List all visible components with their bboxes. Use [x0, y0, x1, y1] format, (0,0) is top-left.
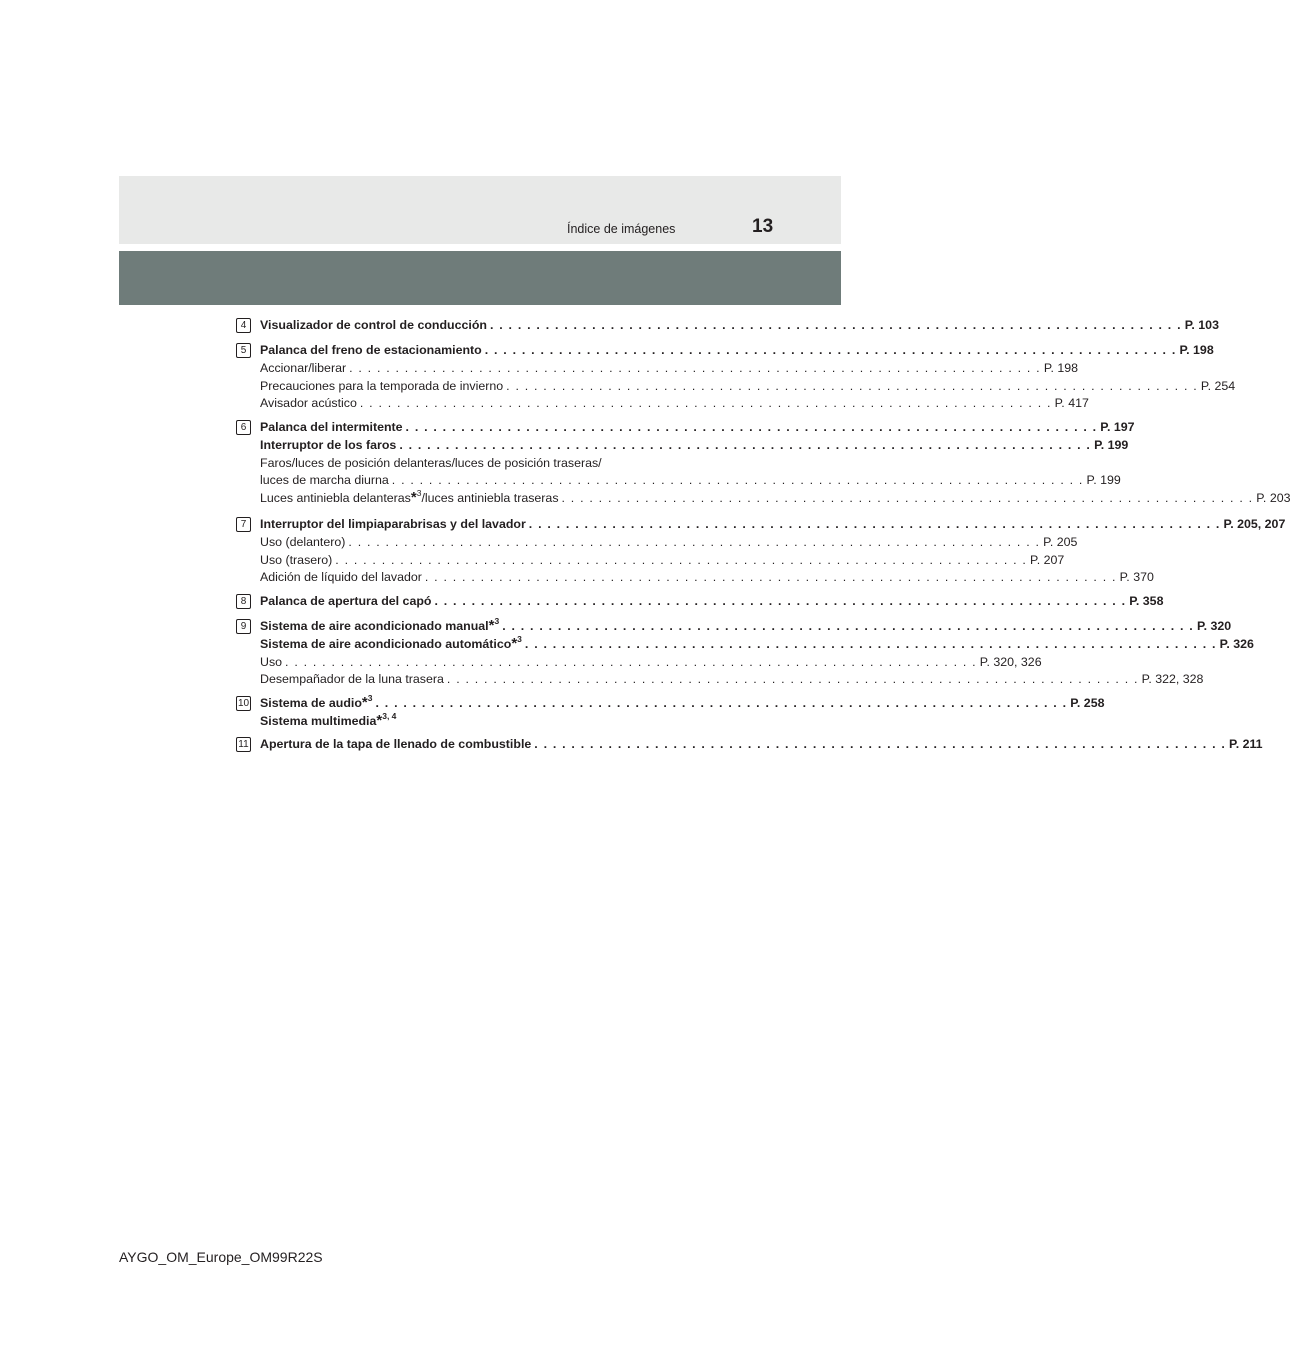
entry-number-badge: 11	[236, 737, 251, 752]
footnote-ref: 3	[367, 693, 373, 703]
entry-label: Palanca de apertura del capó	[260, 594, 432, 608]
entry-text	[260, 395, 357, 412]
entry-label-continued: /luces antiniebla traseras	[421, 491, 559, 506]
entry-text	[260, 342, 482, 359]
entry-text	[260, 490, 559, 507]
entry-label: Adición de líquido del lavador	[260, 570, 422, 585]
page-reference-link[interactable]: P. 203	[1256, 491, 1291, 506]
entry-label: Uso (trasero)	[260, 552, 333, 567]
dot-leader: . . . . . . . . . . . . . . . . . . . . . . . . . . . . . . . . . . . . . . . . . . . . . . . . . . . . . . . . . . . . . . . . . . . . . . . . . . .	[391, 473, 1084, 488]
entry-label: Avisador acústico	[260, 396, 357, 411]
dot-leader: . . . . . . . . . . . . . . . . . . . . . . . . . . . . . . . . . . . . . . . . . . . . . . . . . . . . . . . . . . . . . . . . . . . . . . . . . . .	[285, 654, 977, 669]
entry-text	[260, 534, 345, 551]
entry-text	[260, 618, 499, 635]
page-reference-link[interactable]: P. 358	[1129, 594, 1164, 608]
footnote-ref: 3	[494, 616, 500, 626]
entry-line[interactable]	[260, 488, 1291, 507]
footnote-star: *	[361, 694, 368, 711]
dot-leader: . . . . . . . . . . . . . . . . . . . . . . . . . . . . . . . . . . . . . . . . . . . . . . . . . . . . . . . . . . . . . . . . . . . . . . . . . . .	[349, 360, 1041, 375]
dot-leader: . . . . . . . . . . . . . . . . . . . . . . . . . . . . . . . . . . . . . . . . . . . . . . . . . . . . . . . . . . . . . . . . . . . . . . . . . . .	[405, 420, 1098, 434]
page-reference-link[interactable]: P. 370	[1119, 570, 1154, 585]
entry-label: Palanca del freno de estacionamiento	[260, 343, 482, 357]
page-reference-link[interactable]: P. 254	[1200, 378, 1236, 393]
entry-label: Palanca del intermitente	[260, 420, 403, 434]
entry-number-badge: 10	[237, 698, 250, 709]
entry-number-badge: 9	[236, 619, 251, 634]
entry-text	[260, 360, 346, 377]
entry-label: Sistema de aire acondicionado automático	[260, 636, 512, 651]
entry-label: Faros/luces de posición delanteras/luces de posición traseras/	[260, 455, 602, 470]
entry-label: Desempañador de la luna trasera	[260, 672, 444, 687]
entry-text	[260, 552, 332, 569]
page-reference-link[interactable]: P. 199	[1086, 473, 1121, 488]
dot-leader: . . . . . . . . . . . . . . . . . . . . . . . . . . . . . . . . . . . . . . . . . . . . . . . . . . . . . . . . . . . . . . . . . . . . . . . . . . .	[335, 552, 1028, 567]
entry-line	[260, 455, 722, 472]
entry-line[interactable]	[260, 472, 1121, 489]
section-title: Índice de imágenes	[567, 222, 676, 236]
entry-line[interactable]	[260, 317, 1219, 334]
document-code: AYGO_OM_Europe_OM99R22S	[119, 1249, 323, 1265]
dot-leader: . . . . . . . . . . . . . . . . . . . . . . . . . . . . . . . . . . . . . . . . . . . . . . . . . . . . . . . . . . . . . . . . . . . . . . . . . . .	[399, 437, 1092, 452]
entry-line[interactable]	[260, 736, 1263, 753]
entry-text	[260, 455, 602, 472]
footnote-star: *	[511, 634, 518, 652]
entry-label: Uso (delantero)	[260, 534, 346, 549]
dot-leader: . . . . . . . . . . . . . . . . . . . . . . . . . . . . . . . . . . . . . . . . . . . . . . . . . . . . . . . . . . . . . . . . . . . . . . . . . . .	[424, 570, 1117, 585]
dot-leader: . . . . . . . . . . . . . . . . . . . . . . . . . . . . . . . . . . . . . . . . . . . . . . . . . . . . . . . . . . . . . . . . . . . . . . . . . . .	[489, 318, 1182, 332]
page-reference-link[interactable]: P. 417	[1054, 396, 1089, 411]
page-reference-link[interactable]: P. 211	[1229, 737, 1263, 751]
entry-line	[260, 710, 722, 730]
footnote-star: *	[376, 711, 383, 729]
page-reference-link[interactable]: P. 258	[1070, 696, 1105, 710]
entry-text	[260, 472, 389, 489]
entry-label: Visualizador de control de conducción	[260, 318, 487, 332]
page-reference-link[interactable]: P. 198	[1043, 360, 1079, 375]
entry-label: Interruptor del limpiaparabrisas y del lavador	[260, 517, 526, 531]
entry-line[interactable]	[260, 395, 1089, 412]
entry-line[interactable]	[260, 437, 1129, 454]
entry-text	[260, 378, 503, 395]
page-reference-link[interactable]: P. 326	[1219, 636, 1254, 651]
entry-label: Interruptor de los faros	[260, 437, 397, 452]
dot-leader: . . . . . . . . . . . . . . . . . . . . . . . . . . . . . . . . . . . . . . . . . . . . . . . . . . . . . . . . . . . . . . . . . . . . . . . . . . .	[484, 343, 1177, 357]
entry-text	[260, 516, 526, 533]
entry-number-badge: 5	[236, 343, 251, 358]
entry-line[interactable]	[260, 360, 1079, 377]
page-reference-link[interactable]: P. 205, 207	[1223, 517, 1286, 531]
entry-text	[260, 317, 487, 334]
entry-line[interactable]	[260, 419, 1135, 436]
entry-number-badge: 6	[236, 420, 251, 435]
entry-label: luces de marcha diurna	[260, 473, 389, 488]
dot-leader: . . . . . . . . . . . . . . . . . . . . . . . . . . . . . . . . . . . . . . . . . . . . . . . . . . . . . . . . . . . . . . . . . . . . . . . . . . .	[528, 517, 1221, 531]
dot-leader: . . . . . . . . . . . . . . . . . . . . . . . . . . . . . . . . . . . . . . . . . . . . . . . . . . . . . . . . . . . . . . . . . . . . . . . . . . .	[524, 636, 1217, 651]
entry-line[interactable]	[260, 516, 1286, 533]
entry-number-badge: 7	[236, 517, 251, 532]
dot-leader: . . . . . . . . . . . . . . . . . . . . . . . . . . . . . . . . . . . . . . . . . . . . . . . . . . . . . . . . . . . . . . . . . . . . . . . . . . .	[446, 672, 1139, 687]
entry-text	[260, 736, 531, 753]
page-reference-link[interactable]: P. 103	[1184, 318, 1219, 332]
dot-leader: . . . . . . . . . . . . . . . . . . . . . . . . . . . . . . . . . . . . . . . . . . . . . . . . . . . . . . . . . . . . . . . . . . . . . . . . . . .	[506, 378, 1198, 393]
page-reference-link[interactable]: P. 320, 326	[979, 654, 1042, 669]
entry-label: Sistema de aire acondicionado manual	[260, 619, 489, 633]
entry-text	[260, 671, 444, 688]
entry-label: Precauciones para la temporada de invierno	[260, 378, 504, 393]
dot-leader: . . . . . . . . . . . . . . . . . . . . . . . . . . . . . . . . . . . . . . . . . . . . . . . . . . . . . . . . . . . . . . . . . . . . . . . . . . .	[348, 534, 1041, 549]
page-reference-link[interactable]: P. 197	[1100, 420, 1135, 434]
page-reference-link[interactable]: P. 322, 328	[1141, 672, 1204, 687]
entry-text	[260, 419, 403, 436]
entry-text	[260, 437, 396, 454]
entry-number-badge: 4	[236, 318, 251, 333]
page-number: 13	[752, 216, 774, 237]
page-reference-link[interactable]: P. 198	[1179, 343, 1214, 357]
entry-text	[260, 654, 282, 671]
entry-line[interactable]	[260, 569, 1154, 586]
entry-text	[260, 633, 522, 653]
entry-line[interactable]	[260, 342, 1214, 359]
entry-line[interactable]	[260, 671, 1204, 688]
entry-label: Uso	[260, 654, 283, 669]
footnote-ref: 3	[517, 633, 522, 644]
footnote-star: *	[488, 617, 495, 634]
page-reference-link[interactable]: P. 205	[1043, 534, 1078, 549]
entry-text	[260, 593, 431, 610]
header-band	[119, 176, 841, 244]
entry-label: Accionar/liberar	[260, 360, 347, 375]
entry-label: Sistema multimedia	[260, 713, 377, 728]
dot-leader: . . . . . . . . . . . . . . . . . . . . . . . . . . . . . . . . . . . . . . . . . . . . . . . . . . . . . . . . . . . . . . . . . . . . . . . . . . .	[502, 619, 1194, 633]
page-reference-link[interactable]: P. 199	[1094, 437, 1129, 452]
footnote-star: *	[410, 489, 417, 507]
entry-line[interactable]	[260, 616, 1232, 635]
entry-text	[260, 569, 422, 586]
entry-line[interactable]	[260, 654, 1042, 671]
entry-label: Luces antiniebla delanteras	[260, 491, 411, 506]
footnote-ref: 3, 4	[382, 710, 397, 721]
entry-line[interactable]	[260, 693, 1105, 712]
page-reference-link[interactable]: P. 320	[1196, 619, 1232, 633]
entry-line[interactable]	[260, 534, 1078, 551]
dot-leader: . . . . . . . . . . . . . . . . . . . . . . . . . . . . . . . . . . . . . . . . . . . . . . . . . . . . . . . . . . . . . . . . . . . . . . . . . . .	[359, 396, 1052, 411]
dot-leader: . . . . . . . . . . . . . . . . . . . . . . . . . . . . . . . . . . . . . . . . . . . . . . . . . . . . . . . . . . . . . . . . . . . . . . . . . . .	[375, 696, 1068, 710]
dot-leader: . . . . . . . . . . . . . . . . . . . . . . . . . . . . . . . . . . . . . . . . . . . . . . . . . . . . . . . . . . . . . . . . . . . . . . . . . . .	[534, 737, 1227, 751]
entry-line[interactable]	[260, 593, 1164, 610]
entry-label: Apertura de la tapa de llenado de combustible	[260, 737, 532, 751]
entry-text	[260, 695, 373, 712]
page-reference-link[interactable]: P. 207	[1030, 552, 1065, 567]
entry-text	[260, 710, 397, 730]
entry-line[interactable]	[260, 378, 1236, 395]
footnote-ref: 3	[416, 488, 422, 499]
dot-leader: . . . . . . . . . . . . . . . . . . . . . . . . . . . . . . . . . . . . . . . . . . . . . . . . . . . . . . . . . . . . . . . . . . . . . . . . . . .	[434, 594, 1127, 608]
dot-leader: . . . . . . . . . . . . . . . . . . . . . . . . . . . . . . . . . . . . . . . . . . . . . . . . . . . . . . . . . . . . . . . . . . . . . . . . . . .	[561, 491, 1254, 506]
entry-line[interactable]	[260, 552, 1065, 569]
header-dark-band	[119, 251, 841, 305]
entry-line[interactable]	[260, 633, 1254, 653]
entry-label: Sistema de audio	[260, 696, 362, 710]
entry-number-badge: 8	[236, 594, 251, 609]
